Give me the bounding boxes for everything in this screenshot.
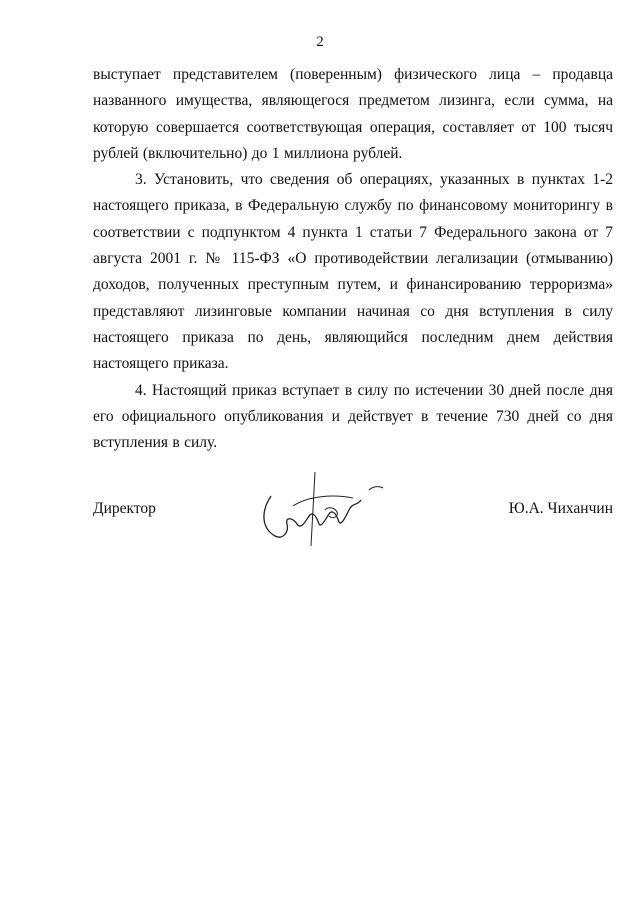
document-body — [93, 62, 613, 456]
signature-block — [93, 500, 613, 560]
paragraph-item-4: 4. Настоящий приказ вступает в силу по истечении 30 дней после дня его официального опубликования и действует в течение 730 дней со дня вступления в силу. — [93, 381, 613, 452]
paragraph-item-3: 3. Установить, что сведения об операциях, указанных в пунктах 1-2 настоящего приказа, в Федеральную службу по финансовому мониторингу в соответствии с подпунктом 4 пункта 1 статьи 7 Федерального закона от 7 августа 2001 г. № 115-ФЗ «О противодействии легализации (отмыванию) доходов, полученных преступным путем, и финансированию терроризма» представляют лизинговые компании начиная со дня вступления в силу настоящего приказа по день, являющийся последним днем действия настоящего приказа. — [93, 171, 613, 373]
paragraph-continuation: выступает представителем (поверенным) физического лица – продавца названного имущества, являющегося предметом лизинга, если сумма, на которую совершается соответствующая операция, составляет от 100 тысяч рублей (включительно) до 1 миллиона рублей. — [93, 66, 613, 162]
page-number: 2 — [316, 34, 324, 50]
signatory-title: Директор — [93, 500, 156, 517]
handwritten-signature — [253, 466, 393, 556]
signatory-name: Ю.А. Чиханчин — [508, 500, 613, 517]
